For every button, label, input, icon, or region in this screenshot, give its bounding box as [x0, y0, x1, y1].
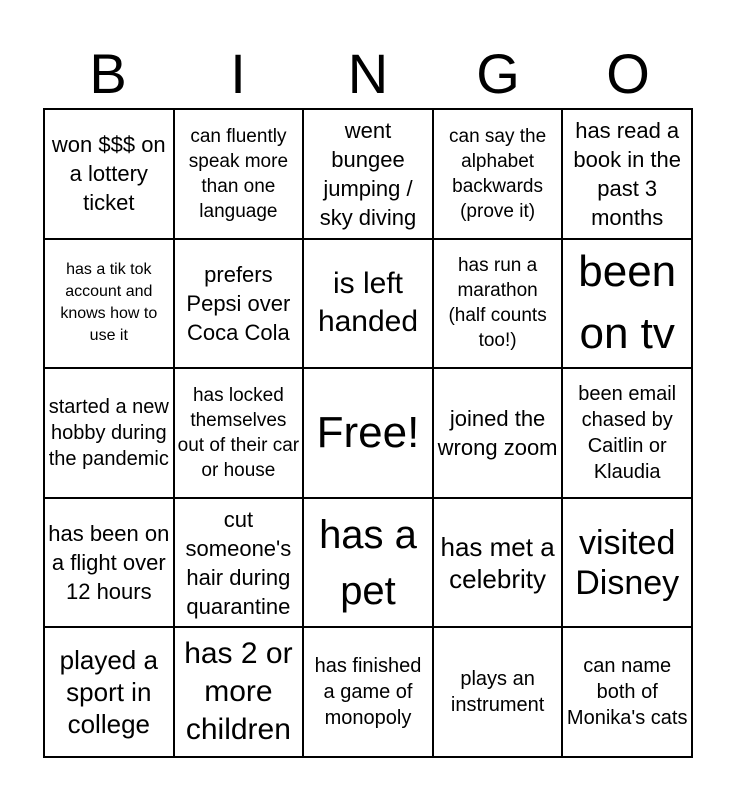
cell-text: has met a celebrity [440, 531, 555, 594]
bingo-cell[interactable] [433, 239, 563, 369]
bingo-cell[interactable] [174, 498, 304, 628]
cell-text: has run a marathon (half counts too!) [448, 255, 547, 352]
cell-text: won $$$ on a lottery ticket [51, 132, 166, 216]
cell-text: visited Disney [575, 523, 680, 602]
cell-text: has read a book in the past 3 months [573, 117, 682, 230]
cell-text: plays an instrument [450, 668, 545, 717]
bingo-cell[interactable] [44, 627, 174, 757]
bingo-cell[interactable] [303, 627, 433, 757]
bingo-cell[interactable] [303, 498, 433, 628]
bingo-cell[interactable] [433, 627, 563, 757]
header-letter-o: O [606, 42, 650, 105]
cell-text: played a sport in college [59, 645, 158, 740]
cell-text: is left handed [317, 267, 419, 339]
cell-text: has 2 or more children [184, 637, 293, 747]
cell-text: can say the alphabet backwards (prove it) [449, 125, 547, 222]
cell-text: been on tv [578, 247, 677, 359]
bingo-header [43, 40, 693, 108]
bingo-cell[interactable] [433, 498, 563, 628]
cell-text: has a tik tok account and knows how to use it [60, 261, 158, 345]
cell-text: went bungee jumping / sky diving [319, 117, 417, 230]
bingo-cell[interactable] [562, 627, 692, 757]
cell-text: has finished a game of monopoly [314, 655, 422, 730]
cell-text: started a new hobby during the pandemic [48, 395, 169, 470]
header-letter-b: B [89, 42, 127, 105]
cell-text: has been on a flight over 12 hours [48, 521, 170, 605]
bingo-cell[interactable] [174, 109, 304, 239]
bingo-cell[interactable] [562, 498, 692, 628]
cell-text: has a pet [319, 512, 417, 613]
cell-text: been email chased by Caitlin or Klaudia [578, 382, 677, 483]
bingo-cell[interactable] [562, 109, 692, 239]
bingo-cell[interactable] [44, 498, 174, 628]
bingo-cell[interactable] [174, 368, 304, 498]
bingo-cell[interactable] [174, 627, 304, 757]
bingo-cell[interactable] [174, 239, 304, 369]
cell-text: has locked themselves out of their car or house [177, 384, 300, 481]
cell-text: cut someone's hair during quarantine [185, 506, 292, 619]
bingo-cell[interactable] [44, 239, 174, 369]
cell-text: can name both of Monika's cats [566, 655, 688, 730]
bingo-cell[interactable] [303, 109, 433, 239]
cell-text: can fluently speak more than one language [188, 125, 289, 222]
bingo-cell[interactable] [433, 109, 563, 239]
free-space-text: Free! [316, 407, 420, 457]
header-letter-n: N [347, 42, 389, 105]
bingo-cell[interactable] [44, 368, 174, 498]
bingo-cell[interactable] [562, 239, 692, 369]
bingo-cell[interactable] [303, 239, 433, 369]
cell-text: prefers Pepsi over Coca Cola [186, 261, 291, 345]
bingo-cell[interactable] [562, 368, 692, 498]
free-space-cell[interactable] [303, 368, 433, 498]
header-letter-g: G [476, 42, 520, 105]
bingo-cell[interactable] [433, 368, 563, 498]
bingo-board [43, 108, 693, 758]
header-letter-i: I [230, 42, 246, 105]
bingo-cell[interactable] [44, 109, 174, 239]
cell-text: joined the wrong zoom [437, 405, 558, 460]
